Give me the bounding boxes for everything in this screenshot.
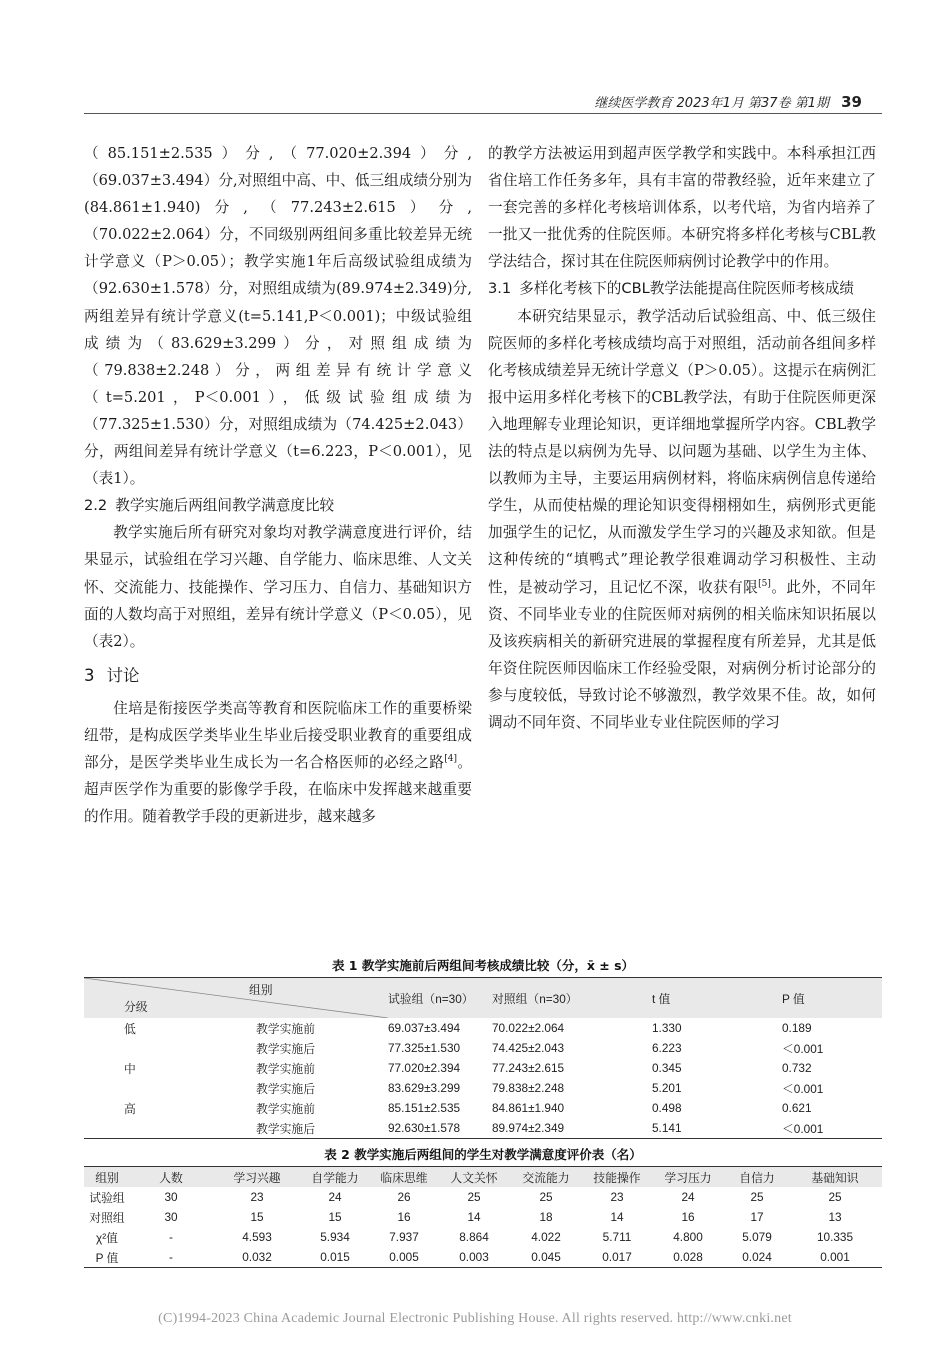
header-rule: [84, 113, 882, 114]
table1-cell: [84, 1078, 256, 1098]
table1-cell: 85.151±2.535: [388, 1101, 461, 1115]
citation-5: [5]: [758, 578, 771, 589]
copyright-footer: (C)1994-2023 China Academic Journal Electronic Publishing House. All rights reserved. http://www.cnki.net: [158, 1311, 792, 1326]
table1-cell: 92.630±1.578: [388, 1118, 492, 1139]
table2-cell: 26: [397, 1190, 411, 1204]
table1: [84, 977, 882, 1139]
table1-cell: 教学实施后: [256, 1041, 315, 1056]
table2-col-header: 基础知识: [811, 1170, 859, 1185]
table2-col-header: 组别: [95, 1170, 119, 1185]
table1-cell: 0.621: [782, 1101, 812, 1115]
table1-corner-cell: 组别 分级: [84, 978, 388, 1019]
table2-col-header: 临床思维: [380, 1170, 428, 1185]
table1-cell: 77.243±2.615: [492, 1061, 565, 1075]
table2-cell: 5.934: [320, 1230, 350, 1244]
table2-cell: 4.593: [242, 1230, 272, 1244]
table2-cell: 18: [539, 1210, 553, 1224]
table2-cell: 4.022: [531, 1230, 561, 1244]
table1-cell: ＜0.001: [782, 1041, 824, 1056]
table1-cell: 70.022±2.064: [492, 1021, 565, 1035]
table2-cell: 17: [750, 1210, 764, 1224]
table2-cell: 23: [610, 1190, 624, 1204]
table1-caption: 表 1 教学实施前后两组间考核成绩比较（分，x̄ ± s）: [331, 958, 635, 973]
table2-cell: 0.003: [440, 1247, 508, 1268]
table2-cell: -: [130, 1247, 212, 1268]
table2-cell: 0.015: [302, 1247, 368, 1268]
table2-col-header: 自信力: [739, 1170, 775, 1185]
table2-cell: 25: [539, 1190, 553, 1204]
table-row: [84, 1098, 882, 1118]
table1-cell: 89.974±2.349: [492, 1118, 652, 1139]
running-header: [594, 92, 862, 111]
table1-cell: 0.189: [782, 1021, 812, 1035]
table2-cell: 23: [250, 1190, 264, 1204]
table1-cell: 5.201: [652, 1081, 682, 1095]
table2-cell: 0.032: [212, 1247, 302, 1268]
table2-cell: 5.711: [602, 1230, 632, 1244]
table1-cell: 教学实施前: [256, 1061, 315, 1076]
table2-cell: 对照组: [89, 1210, 125, 1225]
table1-cell: [84, 1038, 256, 1058]
table-row: [84, 1038, 882, 1058]
table1-cell: 83.629±3.299: [388, 1081, 461, 1095]
table1-cell: 77.020±2.394: [388, 1061, 461, 1075]
table2-cell: 13: [828, 1210, 842, 1224]
table2-cell: 0.024: [726, 1247, 788, 1268]
left-column: [84, 140, 472, 830]
table1-cell: ＜0.001: [782, 1118, 882, 1139]
table2-cell: 14: [610, 1210, 624, 1224]
citation-4: [4]: [444, 754, 457, 765]
table2-cell: 15: [250, 1210, 264, 1224]
table1-cell: 84.861±1.940: [492, 1101, 565, 1115]
table2-cell: χ²值: [96, 1230, 118, 1245]
table2-col-header: 学习压力: [664, 1170, 712, 1185]
table2-caption: 表 2 教学实施后两组间的学生对教学满意度评价表（名）: [324, 1147, 642, 1162]
table-row: [84, 1247, 882, 1268]
table1-cell: 教学实施后: [256, 1118, 388, 1139]
table1-cell: 中: [124, 1061, 136, 1076]
table1-header-row: [84, 978, 882, 1019]
table2-cell: 0.017: [584, 1247, 650, 1268]
table2-header-row: [84, 1167, 882, 1188]
table1-cell: 79.838±2.248: [492, 1081, 565, 1095]
section-3-heading: 3 讨论: [84, 665, 140, 685]
table2: [84, 1166, 882, 1268]
table-row: [84, 1118, 882, 1139]
table2-cell: 30: [164, 1210, 178, 1224]
table1-col-header: 试验组（n=30）: [388, 991, 474, 1006]
table2-cell: 25: [750, 1190, 764, 1204]
section-3-1-heading: 3.1 多样化考核下的CBL教学法能提高住院医师考核成绩: [488, 280, 855, 298]
table1-cell: 1.330: [652, 1021, 682, 1035]
table1-cell: 77.325±1.530: [388, 1041, 461, 1055]
table1-cell: 5.141: [652, 1118, 782, 1139]
table-row: [84, 1018, 882, 1038]
table2-col-header: 自学能力: [311, 1170, 359, 1185]
table2-col-header: 人文关怀: [450, 1170, 498, 1185]
table2-cell: 24: [681, 1190, 695, 1204]
table-row: [84, 1227, 882, 1247]
table2-cell: 30: [164, 1190, 178, 1204]
table1-cell: 69.037±3.494: [388, 1021, 461, 1035]
table1-cell: 0.345: [652, 1061, 682, 1075]
table1-cell: 教学实施前: [256, 1021, 315, 1036]
table1-cell: 教学实施前: [256, 1101, 315, 1116]
table2-cell: 16: [681, 1210, 695, 1224]
table2-cell: 0.001: [788, 1247, 882, 1268]
table1-cell: 74.425±2.043: [492, 1041, 565, 1055]
table2-cell: 14: [467, 1210, 481, 1224]
table-row: [84, 1078, 882, 1098]
table2-cell: P 值: [84, 1247, 130, 1268]
table2-cell: 试验组: [89, 1190, 125, 1205]
table2-cell: 16: [397, 1210, 411, 1224]
table2-cell: 0.005: [368, 1247, 440, 1268]
table1-cell: 0.732: [782, 1061, 812, 1075]
table1-cell: [84, 1118, 256, 1139]
section-2-2-heading: 2.2 教学实施后两组间教学满意度比较: [84, 497, 335, 515]
table2-col-header: 人数: [159, 1170, 183, 1185]
table1-cell: ＜0.001: [782, 1081, 824, 1096]
table2-cell: 5.079: [742, 1230, 772, 1244]
table2-cell: 8.864: [459, 1230, 489, 1244]
results-paragraph: （85.151±2.535）分,（77.020±2.394）分,（69.037±3.494）分,对照组中高、中、低三组成绩分别为(84.861±1.940)分,（77.243±2.615）分,（70.022±2.064）分，不同级别两组间多重比较差异无统计学意义（P＞0.05）；教学实施1年后高级试验组成绩为（92.630±1.578）分，对照组成绩为(89.974±2.349)分,两组差异有统计学意义(t=5.141,P＜0.001)；中级试验组成绩为（83.629±3.299）分，对照组成绩为（79.838±2.248）分，两组差异有统计学意义（t=5.201，P＜0.001），低级试验组成绩为（77.325±1.530）分，对照组成绩为（74.425±2.043）分，两组间差异有统计学意义（t=6.223，P＜0.001），见（表1）。: [84, 145, 472, 488]
right-column: [488, 140, 876, 736]
cbl-paragraph: 本研究结果显示，教学活动后试验组高、中、低三级住院医师的多样化考核成绩均高于对照组，活动前各组间多样化考核成绩差异无统计学意义（P＞0.05）。这提示在病例汇报中运用多样化考核下的CBL教学法，有助于住院医师更深入地理解专业理论知识，更详细地掌握所学内容。CBL教学法的特点是以病例为先导、以问题为基础、以学生为主体、以教师为主导，主要运用病例材料，将临床病例信息传递给学生，从而使枯燥的理论知识变得栩栩如生，病例形式更能加强学生的记忆，从而激发学生学习的兴趣及求知欲。但是这种传统的“填鸭式”理论教学很难调动学习积极性、主动性，是被动学习，且记忆不深，收获有限[5]。此外，不同年资、不同毕业专业的住院医师对病例的相关临床知识拓展以及该疾病相关的新研究进展的掌握程度有所差异，尤其是低年资住院医师因临床工作经验受限，对病例分析讨论部分的参与度较低，导致讨论不够激烈，教学效果不佳。故，如何调动不同年资、不同毕业专业住院医师的学习: [488, 307, 876, 731]
table1-cell: 0.498: [652, 1101, 682, 1115]
table-row: [84, 1058, 882, 1078]
table2-cell: 15: [328, 1210, 342, 1224]
table2-cell: 0.045: [508, 1247, 584, 1268]
table1-cell: 低: [124, 1021, 136, 1036]
satisfaction-paragraph: 教学实施后所有研究对象均对教学满意度进行评价，结果显示，试验组在学习兴趣、自学能力、临床思维、人文关怀、交流能力、技能操作、学习压力、自信力、基础知识方面的人数均高于对照组，差异有统计学意义（P＜0.05），见（表2）。: [84, 524, 472, 650]
table2-cell: 7.937: [389, 1230, 419, 1244]
page-number: 39: [841, 93, 862, 111]
discussion-paragraph: 住培是衔接医学类高等教育和医院临床工作的重要桥梁纽带，是构成医学类毕业生毕业后接受职业教育的重要组成部分，是医学类毕业生成长为一名合格医师的必经之路[4]。超声医学作为重要的影像学手段，在临床中发挥越来越重要的作用。随着教学手段的更新进步，越来越多: [84, 699, 472, 826]
table2-cell: 25: [828, 1190, 842, 1204]
teaching-methods-paragraph: 的教学方法被运用到超声医学教学和实践中。本科承担江西省住培工作任务多年，具有丰富的带教经验，近年来建立了一套完善的多样化考核培训体系，以考代培，为省内培养了一批又一批优秀的住院医师。本研究将多样化考核与CBL教学法结合，探讨其在住院医师病例讨论教学中的作用。: [488, 145, 876, 271]
journal-info: 继续医学教育 2023年1月 第37卷 第1期: [594, 96, 829, 111]
table2-col-header: 交流能力: [522, 1170, 570, 1185]
table1-col-header: 对照组（n=30）: [492, 991, 578, 1006]
table2-col-header: 学习兴趣: [233, 1170, 281, 1185]
table2-cell: 0.028: [650, 1247, 726, 1268]
table2-cell: 10.335: [816, 1230, 854, 1244]
table2-cell: 24: [328, 1190, 342, 1204]
table2-cell: -: [169, 1230, 173, 1244]
table2-col-header: 技能操作: [593, 1170, 641, 1185]
table1-col-header: P 值: [782, 991, 805, 1006]
table1-cell: 教学实施后: [256, 1081, 315, 1096]
table-row: [84, 1187, 882, 1207]
table1-cell: 6.223: [652, 1041, 682, 1055]
table2-cell: 4.800: [673, 1230, 703, 1244]
table2-cell: 25: [467, 1190, 481, 1204]
table-row: [84, 1207, 882, 1227]
table1-cell: 高: [124, 1101, 136, 1116]
table1-col-header: t 值: [652, 991, 671, 1006]
